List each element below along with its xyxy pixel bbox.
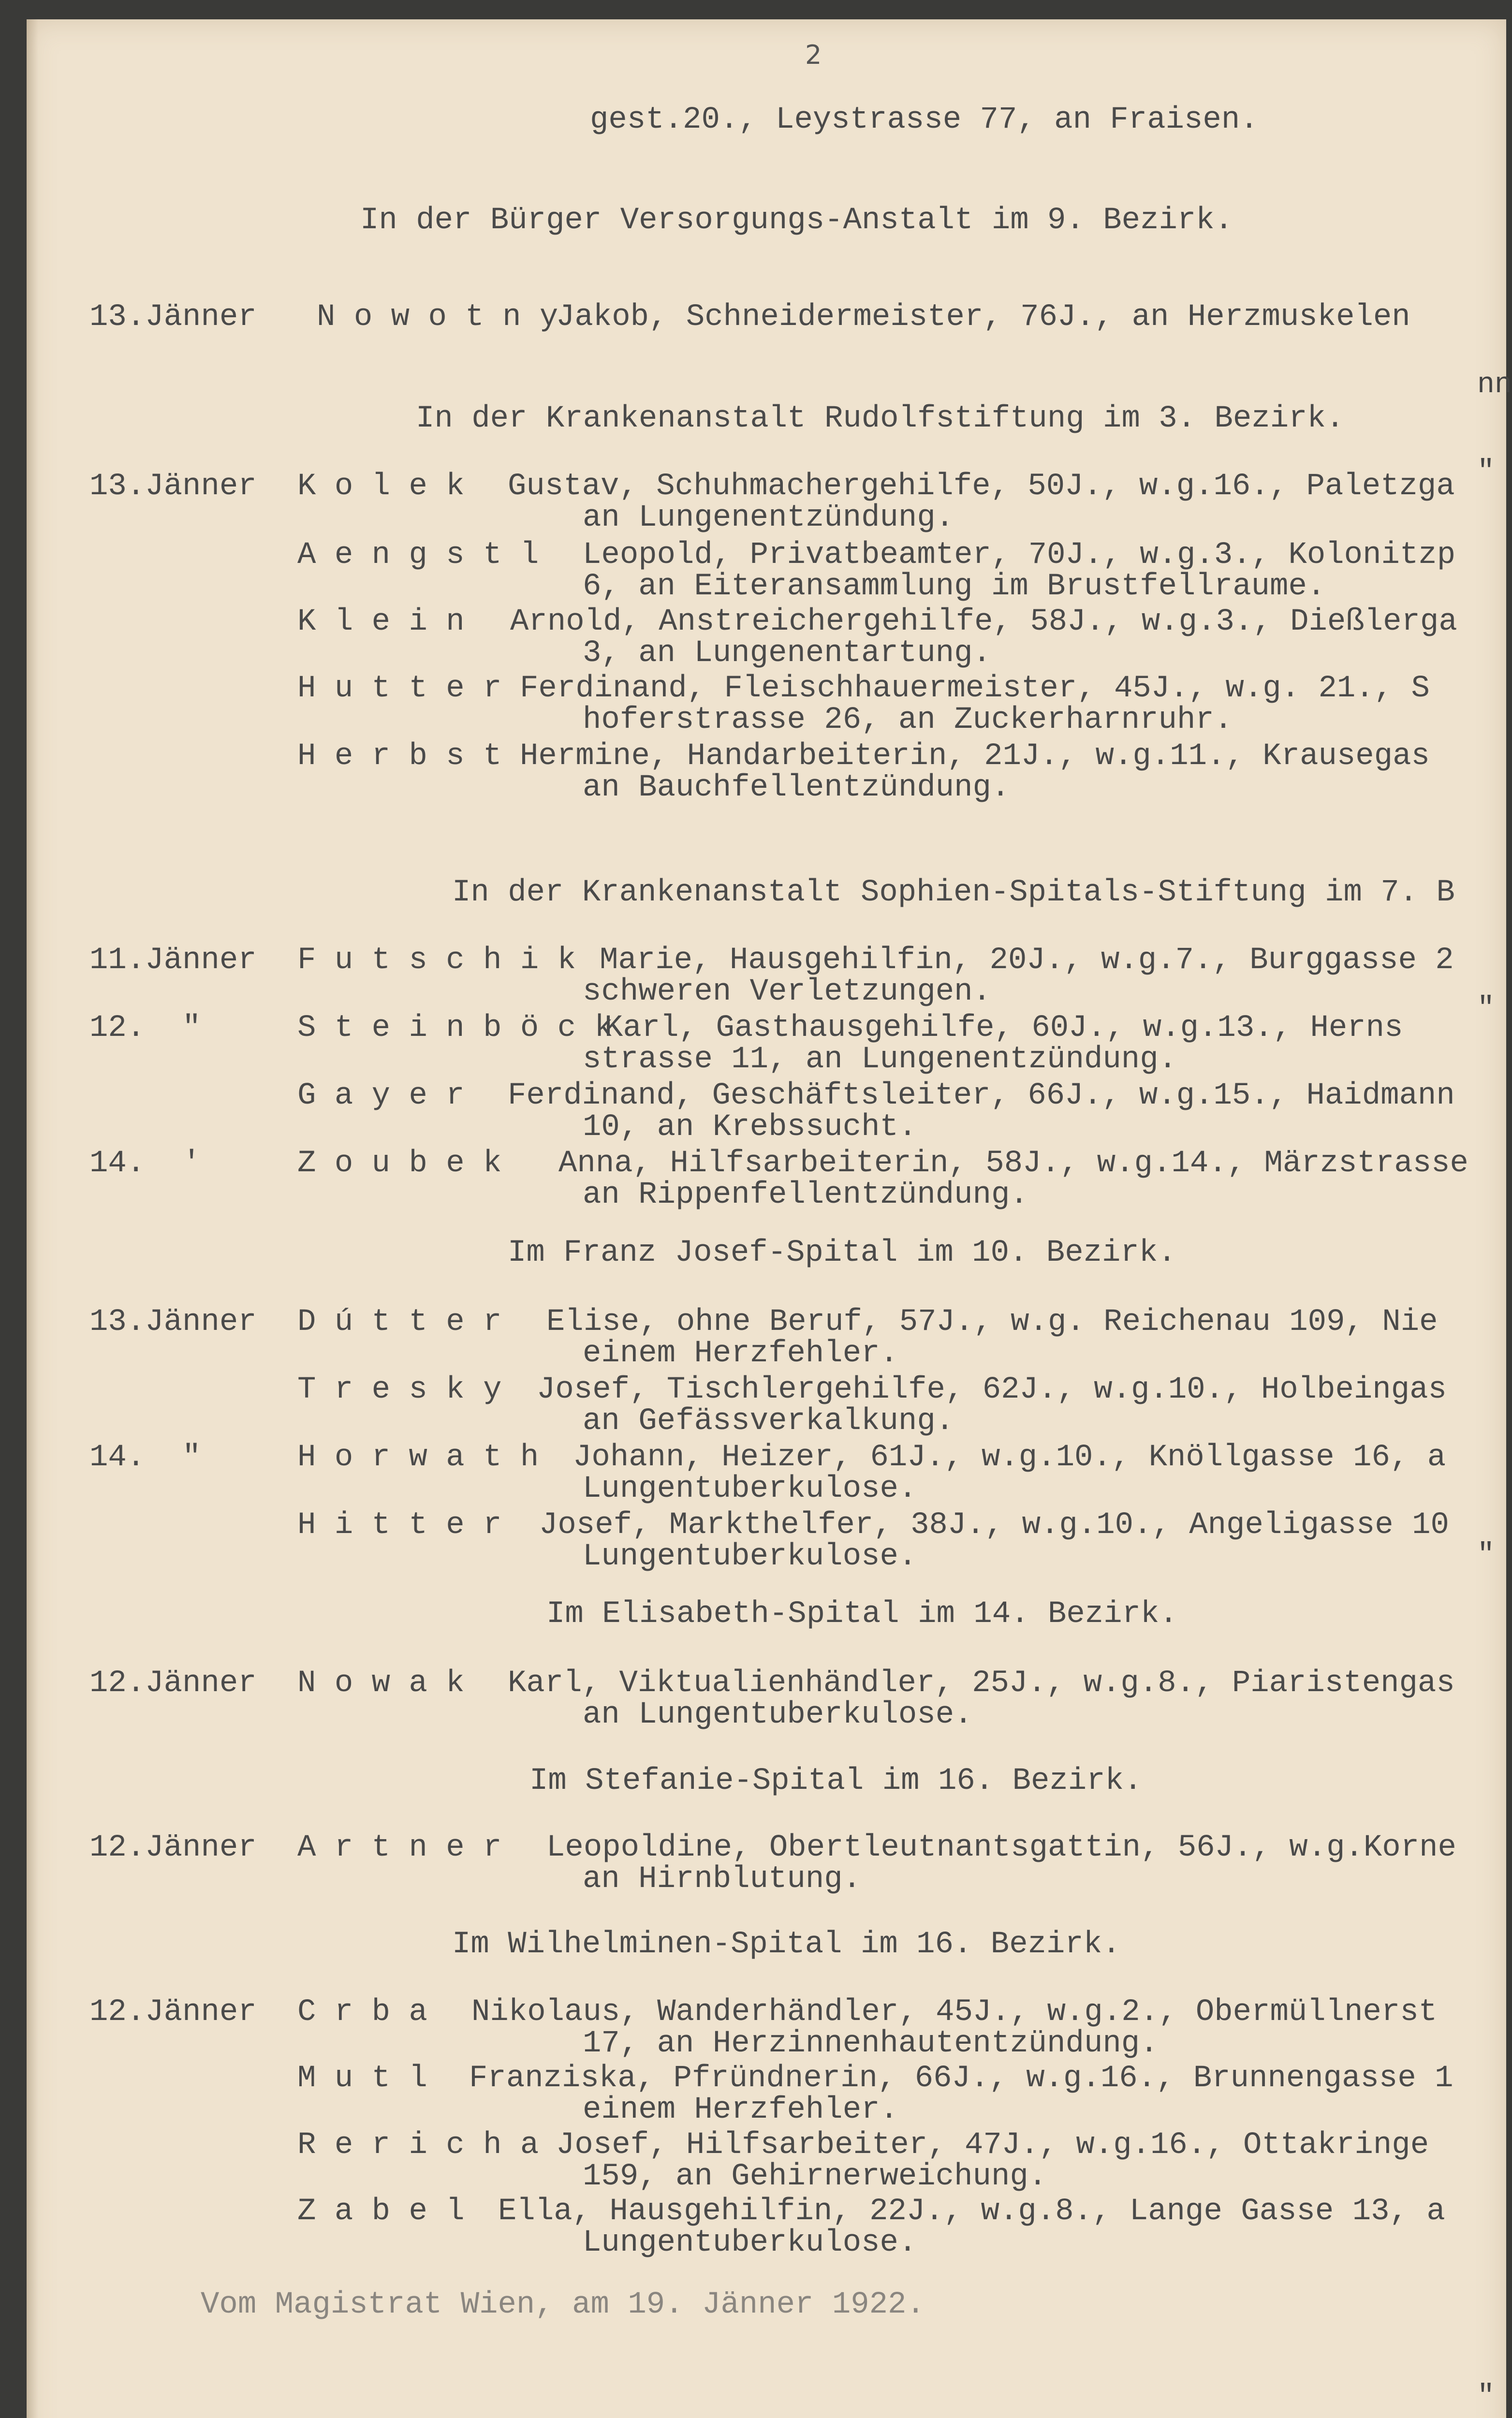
entry-line: Lungentuberkulose. (583, 1472, 917, 1506)
margin-mark: " (1477, 456, 1495, 488)
page-number: 2 (805, 40, 822, 70)
entry-line: Leopold, Privatbeamter, 70J., w.g.3., Kolonitzp (583, 538, 1456, 573)
entry-line: einem Herzfehler. (583, 2093, 898, 2127)
entry-name: H o r w a t h (297, 1440, 539, 1475)
entry-name: T r e s k y (297, 1372, 502, 1407)
entry-date: 12. " (89, 1011, 201, 1046)
entry-line: an Hirnblutung. (583, 1862, 862, 1897)
entry-line: Johann, Heizer, 61J., w.g.10., Knöllgasse 16, a (573, 1440, 1446, 1475)
page-crease (27, 19, 38, 2418)
entry-line: 10, an Krebssucht. (583, 1110, 917, 1145)
margin-mark: " (1477, 992, 1495, 1025)
entry-line: an Rippenfellentzündung. (583, 1178, 1028, 1212)
entry-name: R e r i c h a (297, 2128, 539, 2163)
entry-date: 14. ' (89, 1146, 201, 1181)
entry-line: Ferdinand, Fleischhauermeister, 45J., w.g. 21., S (520, 671, 1430, 706)
entry-line: Hermine, Handarbeiterin, 21J., w.g.11., Krausegas (520, 739, 1430, 774)
entry-name: G a y e r (297, 1078, 465, 1113)
entry-name: A r t n e r (297, 1830, 502, 1865)
entry-name: N o w a k (297, 1666, 465, 1701)
entry-line: Lungentuberkulose. (583, 2226, 917, 2260)
entry-line: 6, an Eiteransammlung im Brustfellraume. (583, 569, 1326, 604)
closing-line: Vom Magistrat Wien, am 19. Jänner 1922. (201, 2287, 925, 2322)
section-heading: Im Franz Josef-Spital im 10. Bezirk. (508, 1236, 1176, 1270)
entry-line: hoferstrasse 26, an Zuckerharnruhr. (583, 703, 1233, 737)
entry-line: Karl, Gasthausgehilfe, 60J., w.g.13., Herns (604, 1011, 1403, 1046)
entry-date: 12.Jänner (89, 1666, 257, 1701)
entry-line: 3, an Lungenentartung. (583, 636, 991, 671)
section-heading: Im Wilhelminen-Spital im 16. Bezirk. (452, 1927, 1121, 1962)
entry-line: Ferdinand, Geschäftsleiter, 66J., w.g.15., Haidmann (508, 1078, 1455, 1113)
section-heading: In der Krankenanstalt Rudolfstiftung im 3. Bezirk. (416, 401, 1345, 436)
entry-date: 14. " (89, 1440, 201, 1475)
entry-line: Josef, Hilfsarbeiter, 47J., w.g.16., Ottakringe (556, 2128, 1429, 2163)
entry-line: Josef, Tischlergehilfe, 62J., w.g.10., Holbeingas (537, 1372, 1447, 1407)
entry-name: K o l e k (297, 469, 465, 504)
section-heading: Im Stefanie-Spital im 16. Bezirk. (529, 1764, 1143, 1799)
entry-line: Elise, ohne Beruf, 57J., w.g. Reichenau 109, Nie (546, 1305, 1438, 1340)
entry-name: N o w o t n y (317, 300, 558, 335)
entry-line: einem Herzfehler. (583, 1336, 898, 1371)
entry-line: Josef, Markthelfer, 38J., w.g.10., Angeligasse 10 (539, 1508, 1449, 1543)
entry-line: an Bauchfellentzündung. (583, 770, 1010, 805)
entry-name: A e n g s t l (297, 538, 539, 573)
entry-line: Ella, Hausgehilfin, 22J., w.g.8., Lange Gasse 13, a (498, 2194, 1445, 2229)
entry-name: H i t t e r (297, 1508, 502, 1543)
margin-mark: " (1477, 2380, 1495, 2413)
entry-line: Marie, Hausgehilfin, 20J., w.g.7., Burggasse 2 (600, 943, 1454, 978)
section-heading: In der Bürger Versorgungs-Anstalt im 9. Bezirk. (360, 203, 1233, 238)
entry-line: Karl, Viktualienhändler, 25J., w.g.8., Piaristengas (508, 1666, 1455, 1701)
entry-line: 17, an Herzinnenhautentzündung. (583, 2026, 1159, 2061)
entry-line: an Lungenentzündung. (583, 501, 954, 535)
section-heading: Im Elisabeth-Spital im 14. Bezirk. (546, 1597, 1178, 1632)
document-page (27, 19, 1512, 2418)
entry-line: Arnold, Anstreichergehilfe, 58J., w.g.3., Dießlerga (510, 604, 1457, 639)
entry-name: M u t l (297, 2061, 427, 2096)
entry-line: Gustav, Schuhmachergehilfe, 50J., w.g.16., Paletzga (508, 469, 1455, 504)
entry-name: D ú t t e r (297, 1305, 502, 1340)
entry-name: S t e i n b ö c k (297, 1011, 613, 1046)
entry-line: Anna, Hilfsarbeiterin, 58J., w.g.14., Märzstrasse (558, 1146, 1468, 1181)
entry-line: schweren Verletzungen. (583, 974, 991, 1009)
entry-line: an Gefässverkalkung. (583, 1404, 954, 1439)
entry-name: H e r b s t (297, 739, 502, 774)
entry-date: 12.Jänner (89, 1995, 257, 2030)
section-heading: In der Krankenanstalt Sophien-Spitals-Stiftung im 7. B (452, 875, 1455, 910)
entry-date: 13.Jänner (89, 1305, 257, 1340)
entry-name: C r b a (297, 1995, 427, 2030)
margin-mark: nn (1477, 369, 1512, 401)
entry-name: Z a b e l (297, 2194, 465, 2229)
entry-date: 11.Jänner (89, 943, 257, 978)
top-line: gest.20., Leystrasse 77, an Fraisen. (590, 103, 1259, 137)
entry-line: Lungentuberkulose. (583, 1539, 917, 1574)
entry-line: Franziska, Pfründnerin, 66J., w.g.16., Brunnengasse 1 (469, 2061, 1453, 2096)
entry-line: an Lungentuberkulose. (583, 1697, 973, 1732)
entry-name: K l e i n (297, 604, 465, 639)
entry-line: Jakob, Schneidermeister, 76J., an Herzmuskelen (556, 300, 1410, 335)
entry-line: Nikolaus, Wanderhändler, 45J., w.g.2., Obermüllnerst (471, 1995, 1438, 2030)
entry-date: 12.Jänner (89, 1830, 257, 1865)
entry-date: 13.Jänner (89, 469, 257, 504)
entry-line: Leopoldine, Obertleutnantsgattin, 56J., w.g.Korne (546, 1830, 1456, 1865)
entry-line: strasse 11, an Lungenentzündung. (583, 1042, 1177, 1077)
entry-date: 13.Jänner (89, 300, 257, 335)
margin-mark: " (1477, 1539, 1495, 1572)
entry-line: 159, an Gehirnerweichung. (583, 2159, 1047, 2194)
entry-name: Z o u b e k (297, 1146, 502, 1181)
entry-name: H u t t e r (297, 671, 502, 706)
entry-name: F u t s c h i k (297, 943, 576, 978)
